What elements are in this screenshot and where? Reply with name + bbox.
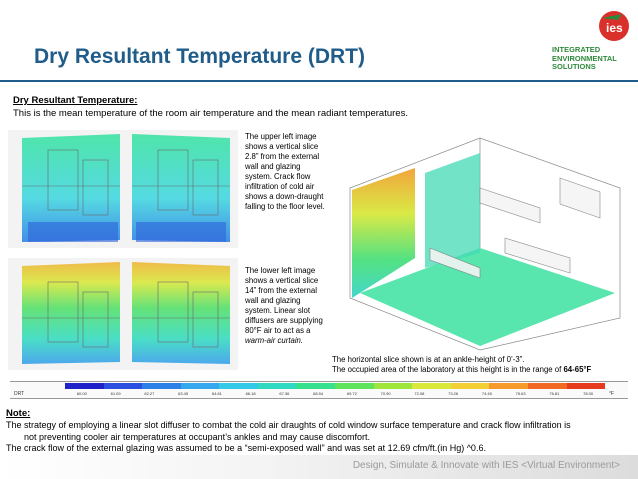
- drt-color-scale: [10, 381, 628, 399]
- scale-color-band: [181, 383, 220, 389]
- lower-left-simulation-image: [8, 258, 238, 370]
- logo-text: [552, 46, 634, 72]
- definition-text: This is the mean temperature of the room air temperature and the mean radiant temperatures.: [13, 108, 408, 119]
- lower-left-caption-emphasis: warm-air curtain.: [245, 336, 304, 345]
- scale-color-band: [104, 383, 143, 389]
- scale-tick-label: 72.08: [414, 391, 425, 396]
- scale-tick-label: 76.81: [549, 391, 560, 396]
- scale-color-band: [296, 383, 335, 389]
- logo-brand: ies: [606, 21, 623, 35]
- upper-left-caption: The upper left image shows a vertical slice 2.8” from the external wall and glazing system. Crack flow infiltration of cold air shows a down-draught falling to the floor level.: [245, 132, 325, 211]
- logo-line: INTEGRATED: [552, 45, 601, 54]
- scale-color-band: [528, 383, 567, 389]
- scale-unit: °F: [608, 391, 614, 397]
- scale-tick-label: 67.36: [279, 391, 290, 396]
- logo-line: SOLUTIONS: [552, 62, 596, 71]
- scale-tick-label: 75.63: [515, 391, 526, 396]
- note-line: The crack flow of the external glazing was assumed to be a “semi-exposed wall” and was set at 12.69 cfm/ft.(in Hg) ^0.6.: [6, 443, 486, 453]
- horizontal-slice-caption-line2: [332, 365, 632, 375]
- horizontal-slice-caption: [332, 355, 632, 375]
- scale-color-band: [451, 383, 490, 389]
- scale-color-band: [258, 383, 297, 389]
- scale-color-band: [219, 383, 258, 389]
- scale-tick-label: 60.00: [76, 391, 87, 396]
- scale-tick-label: 68.54: [313, 391, 324, 396]
- horizontal-slice-caption-line1: The horizontal slice shown is at an ankle-height of 0’-3”.: [332, 355, 525, 364]
- scale-label: DRT: [14, 391, 25, 397]
- logo-line: ENVIRONMENTAL: [552, 53, 617, 63]
- scale-tick-label: 78.00: [583, 391, 594, 396]
- scale-tick-label: 66.18: [245, 391, 256, 396]
- scale-tick-label: 62.27: [144, 391, 155, 396]
- scale-color-bands: [65, 383, 605, 389]
- scale-color-band: [489, 383, 528, 389]
- scale-tick-labels: [65, 391, 605, 397]
- scale-tick-label: 74.45: [481, 391, 492, 396]
- scale-tick-label: 64.81: [211, 391, 222, 396]
- scale-tick-label: 61.09: [110, 391, 121, 396]
- scale-color-band: [142, 383, 181, 389]
- scale-tick-label: 63.45: [178, 391, 189, 396]
- note-line: The strategy of employing a linear slot diffuser to combat the cold air draughts of cold window surface temperature and crack flow infiltration is: [6, 420, 571, 430]
- scale-tick-label: 69.72: [346, 391, 357, 396]
- horizontal-slice-caption-range: 64-65°F: [563, 365, 592, 374]
- note-line: not preventing cooler air temperatures at occupant’s ankles and may cause discomfort.: [24, 431, 371, 442]
- scale-color-band: [65, 383, 104, 389]
- page-title: Dry Resultant Temperature (DRT): [34, 45, 365, 68]
- note-body: [6, 420, 632, 455]
- scale-color-band: [374, 383, 413, 389]
- note-heading: Note:: [6, 408, 31, 419]
- scale-tick-label: 70.90: [380, 391, 391, 396]
- scale-tick-label: 73.26: [448, 391, 459, 396]
- horizontal-slice-caption-prefix: The occupied area of the laboratory at this height is in the range of: [332, 365, 562, 374]
- upper-left-simulation-image: [8, 130, 238, 248]
- scale-color-band: [335, 383, 374, 389]
- header-divider: [0, 80, 638, 82]
- lower-left-caption-text: The lower left image shows a vertical slice 14” from the external wall and glazing system. Linear slot diffusers are supplying 80°F air to act as a: [245, 266, 323, 335]
- right-simulation-image: [330, 128, 630, 352]
- footer-text: Design, Simulate & Innovate with IES <Virtual Environment>: [352, 460, 620, 471]
- scale-color-band: [412, 383, 451, 389]
- lower-left-caption: [245, 266, 325, 346]
- definition-heading: Dry Resultant Temperature:: [13, 95, 138, 106]
- scale-color-band: [567, 383, 606, 389]
